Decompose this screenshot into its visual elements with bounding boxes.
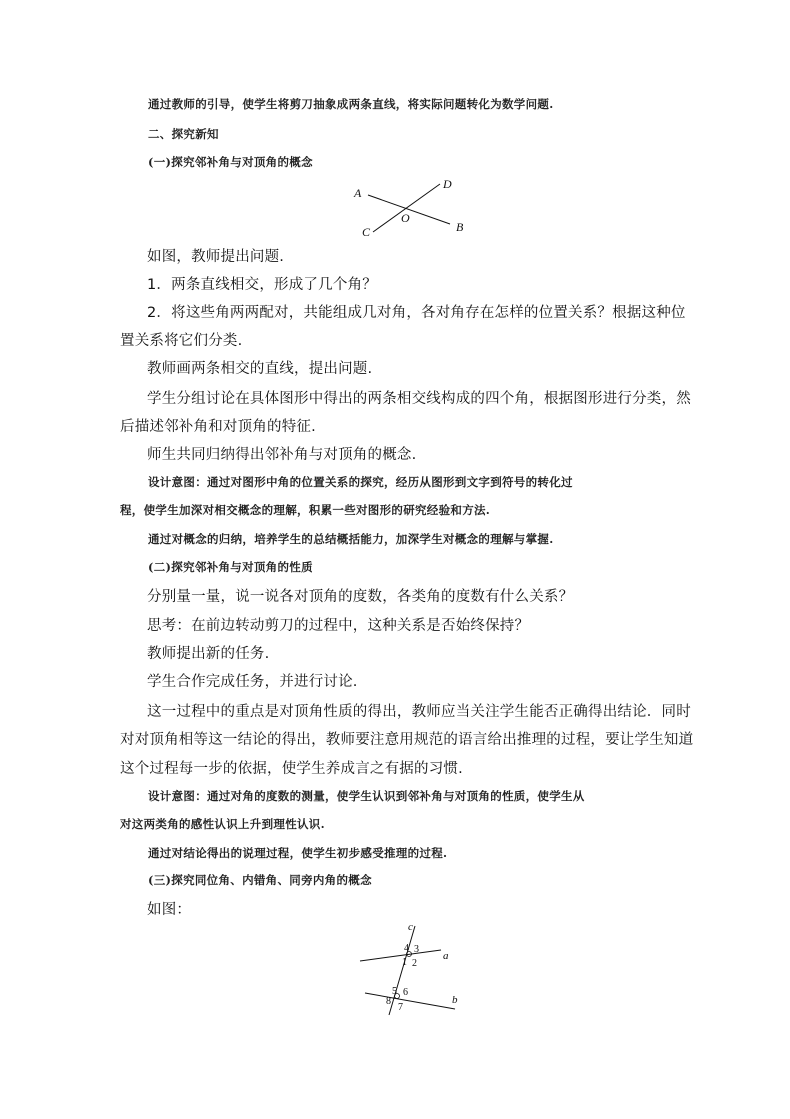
angle-label-2: 2 <box>412 958 417 969</box>
paragraph-line: 学生分组讨论在具体图形中得出的两条相交线构成的四个角，根据图形进行分类，然 <box>147 391 691 407</box>
paragraph-line: 后描述邻补角和对顶角的特征. <box>120 419 316 435</box>
paragraph-line: 这个过程每一步的依据，使学生养成言之有据的习惯. <box>120 761 463 777</box>
design-intent-line: 设计意图：通过对角的度数的测量，使学生认识到邻补角与对顶角的性质，使学生从 <box>148 789 585 803</box>
paragraph-line: 分别量一量，说一说各对顶角的度数，各类角的度数有什么关系？ <box>147 589 574 605</box>
subsection-heading: (二)探究邻补角与对顶角的性质 <box>148 560 313 574</box>
design-intent-line: 设计意图：通过对图形中角的位置关系的探究，经历从图形到文字到符号的转化过 <box>148 475 573 489</box>
angle-label-4: 4 <box>404 943 409 954</box>
label-a: a <box>443 950 449 962</box>
label-D: D <box>443 177 452 191</box>
label-C: C <box>362 225 371 239</box>
angle-label-5: 5 <box>392 986 397 997</box>
subsection-heading: (一)探究邻补角与对顶角的概念 <box>148 155 313 169</box>
angle-label-1: 1 <box>402 957 407 968</box>
design-intent-line: 程，使学生加深对相交概念的理解，积累一些对图形的研究经验和方法. <box>120 503 491 517</box>
paragraph-line: 学生合作完成任务，并进行讨论. <box>147 674 358 690</box>
label-O: O <box>401 211 410 225</box>
paragraph-line: 教师画两条相交的直线，提出问题. <box>147 361 373 377</box>
paragraph-line: 思考：在前边转动剪刀的过程中，这种关系是否始终保持？ <box>147 618 530 634</box>
label-B: B <box>456 220 464 234</box>
paragraph-line: 对对顶角相等这一结论的得出，教师要注意用规范的语言给出推理的过程，要让学生知道 <box>120 732 694 748</box>
section-heading: 二、探究新知 <box>148 127 219 141</box>
label-c: c <box>408 921 413 933</box>
paragraph-line: 通过对结论得出的说理过程，使学生初步感受推理的过程. <box>148 846 448 860</box>
angle-label-3: 3 <box>414 944 419 955</box>
paragraph-line: 置关系将它们分类. <box>120 333 243 349</box>
transversal-figure <box>355 918 470 1018</box>
paragraph-line: 通过对概念的归纳，培养学生的总结概括能力，加深学生对概念的理解与掌握. <box>148 532 554 546</box>
label-A: A <box>354 186 362 200</box>
angle-label-8: 8 <box>386 996 391 1007</box>
paragraph-line: 如图，教师提出问题. <box>147 249 285 265</box>
question-item: 2．将这些角两两配对，共能组成几对角，各对角存在怎样的位置关系？根据这种位 <box>147 305 686 321</box>
paragraph-line: 师生共同归纳得出邻补角与对顶角的概念. <box>147 447 417 463</box>
intersecting-lines-figure <box>340 172 480 242</box>
design-intent-line: 对这两类角的感性认识上升到理性认识. <box>120 817 325 831</box>
paragraph-line: 这一过程中的重点是对顶角性质的得出，教师应当关注学生能否正确得出结论．同时 <box>147 704 691 720</box>
angle-label-7: 7 <box>398 1002 403 1013</box>
paragraph-line: 通过教师的引导，使学生将剪刀抽象成两条直线，将实际问题转化为数学问题. <box>148 97 554 111</box>
subsection-heading: (三)探究同位角、内错角、同旁内角的概念 <box>148 873 372 887</box>
paragraph-line: 如图： <box>147 902 192 918</box>
label-b: b <box>452 994 458 1006</box>
paragraph-line: 教师提出新的任务. <box>147 646 270 662</box>
question-item: 1．两条直线相交，形成了几个角？ <box>147 277 377 293</box>
angle-label-6: 6 <box>403 987 408 998</box>
